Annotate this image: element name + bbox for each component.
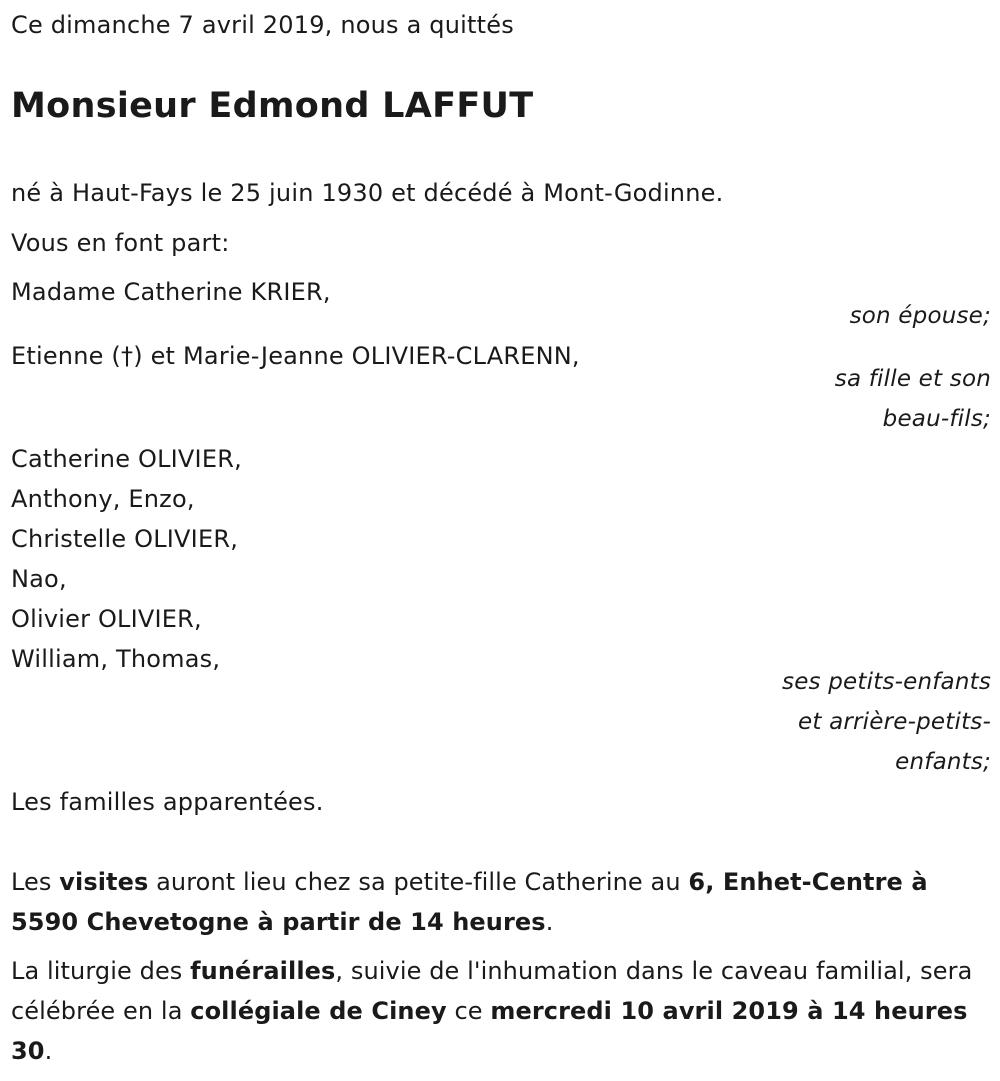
visits-keyword: visites — [59, 868, 149, 896]
funeral-text: . — [44, 1037, 53, 1065]
visits-text: . — [545, 908, 554, 936]
intro-text: Ce dimanche 7 avril 2019, nous a quittés — [11, 11, 514, 39]
funeral-text: La liturgie des — [11, 957, 191, 985]
visits-address: 6, Enhet-Centre à 5590 Chevetogne à partir de 14 heures — [11, 868, 928, 936]
visits-text: auront lieu chez sa petite-fille Catherine au — [148, 868, 689, 896]
children-names — [11, 336, 580, 376]
children-names-prefix: Etienne ( — [11, 342, 121, 370]
grandchild-name: Catherine OLIVIER, — [11, 445, 242, 473]
grandchild-name: Olivier OLIVIER, — [11, 605, 202, 633]
grandchild-name: Nao, — [11, 565, 67, 593]
obituary-notice — [11, 0, 991, 1081]
families-text: Les familles apparentées. — [11, 788, 324, 816]
children-names-suffix: ) et Marie-Jeanne OLIVIER-CLARENN, — [133, 342, 580, 370]
grandchildren-relation-line2: et arrière-petits- — [798, 709, 991, 735]
spouse-name: Madame Catherine KRIER, — [11, 278, 331, 306]
funeral-text: ce — [446, 997, 491, 1025]
funeral-keyword: funérailles — [190, 957, 336, 985]
children-relation-line1: sa fille et son — [834, 366, 991, 392]
funeral-text: , suivie de l'inhumation dans le caveau familial, sera célébrée en la — [11, 957, 973, 1025]
visits-paragraph — [11, 862, 996, 942]
cross-icon: † — [121, 342, 134, 370]
funeral-paragraph — [11, 951, 996, 1071]
children-relation-line2: beau-fils; — [882, 406, 991, 432]
birth-death-text: né à Haut-Fays le 25 juin 1930 et décédé à Mont-Godinne. — [11, 179, 724, 207]
grandchild-name: Christelle OLIVIER, — [11, 525, 239, 553]
funeral-date: mercredi 10 avril 2019 à 14 heures 30 — [11, 997, 968, 1065]
spouse-relation: son épouse; — [849, 303, 991, 329]
funeral-location: collégiale de Ciney — [190, 997, 447, 1025]
grandchildren-relation-line3: enfants; — [895, 749, 991, 775]
grandchildren-relation-line1: ses petits-enfants — [782, 669, 991, 695]
announcement-text: Vous en font part: — [11, 229, 230, 257]
deceased-name: Monsieur Edmond LAFFUT — [11, 86, 534, 126]
visits-text: Les — [11, 868, 60, 896]
grandchild-name: William, Thomas, — [11, 645, 221, 673]
grandchild-name: Anthony, Enzo, — [11, 485, 195, 513]
